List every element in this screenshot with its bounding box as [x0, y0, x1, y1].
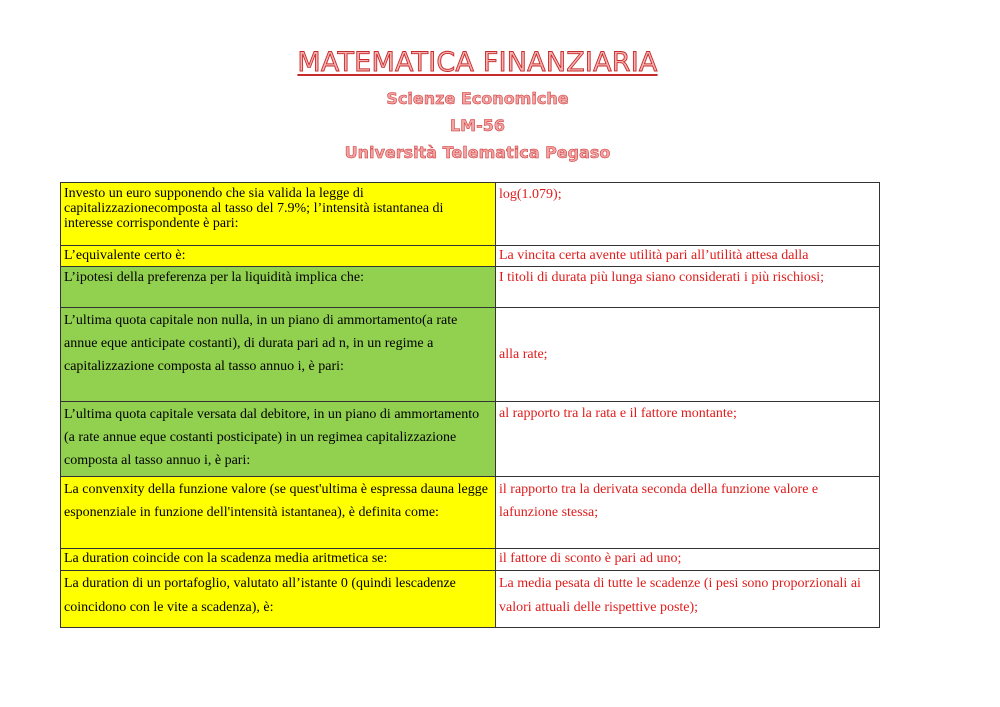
table-row — [61, 267, 880, 308]
question-text: La duration di un portafoglio, valutato all’istante 0 (quindi lescadenze coincidono con le vite a scadenza), è: — [64, 576, 456, 615]
question-cell — [61, 308, 496, 402]
table-row — [61, 246, 880, 267]
table-row — [61, 477, 880, 549]
answer-cell — [496, 477, 880, 549]
question-cell — [61, 246, 496, 267]
question-text: L’equivalente certo è: — [64, 248, 186, 263]
answer-cell — [496, 267, 880, 308]
question-cell — [61, 267, 496, 308]
question-text: La convenxity della funzione valore (se quest'ultima è espressa dauna legge esponenziale in funzione dell'intensità istantanea), è definita come: — [64, 482, 488, 520]
answer-cell — [496, 308, 880, 402]
table-row — [61, 308, 880, 402]
question-text: L’ultima quota capitale versata dal debitore, in un piano di ammortamento (a rate annue eque costanti posticipate) in un regimea capitalizzazione composta al tasso annuo i, è pari: — [64, 407, 480, 468]
answer-text: log(1.079); — [499, 187, 562, 202]
course-name: Scienze Economiche — [386, 89, 569, 108]
answer-cell — [496, 402, 880, 477]
course-code: LM-56 — [449, 116, 506, 135]
answer-text: La media pesata di tutte le scadenze (i pesi sono proporzionali ai valori attuali delle rispettive poste); — [499, 576, 861, 615]
question-cell — [61, 402, 496, 477]
qa-table — [60, 182, 880, 628]
answer-cell — [496, 183, 880, 246]
answer-text: La vincita certa avente utilità pari all’utilità attesa dalla — [499, 248, 809, 263]
question-cell — [61, 183, 496, 246]
question-cell — [61, 571, 496, 628]
question-cell — [61, 477, 496, 549]
answer-cell — [496, 549, 880, 571]
answer-text: il fattore di sconto è pari ad uno; — [499, 551, 682, 566]
question-text: Investo un euro supponendo che sia valida la legge di capitalizzazionecomposta al tasso del 7.9%; l’intensità istantanea di interesse corrispondente è pari: — [64, 186, 444, 231]
table-row — [61, 183, 880, 246]
answer-cell — [496, 571, 880, 628]
question-text: L’ipotesi della preferenza per la liquidità implica che: — [64, 270, 364, 285]
table-row — [61, 549, 880, 571]
answer-cell — [496, 246, 880, 267]
question-text: L’ultima quota capitale non nulla, in un piano di ammortamento(a rate annue eque anticipate costanti), di durata pari ad n, in un regime a capitalizzazione composta al tasso annuo i, è pari: — [64, 313, 458, 374]
document-title: MATEMATICA FINANZIARIA — [297, 47, 658, 78]
table-row — [61, 571, 880, 628]
table-row — [61, 402, 880, 477]
question-cell — [61, 549, 496, 571]
question-text: La duration coincide con la scadenza media aritmetica se: — [64, 551, 388, 566]
university-name: Università Telematica Pegaso — [344, 143, 611, 162]
answer-text: alla rate; — [499, 347, 548, 362]
answer-text: il rapporto tra la derivata seconda della funzione valore e lafunzione stessa; — [499, 482, 819, 520]
answer-text: I titoli di durata più lunga siano considerati i più rischiosi; — [499, 270, 825, 285]
answer-text: al rapporto tra la rata e il fattore montante; — [499, 406, 737, 421]
